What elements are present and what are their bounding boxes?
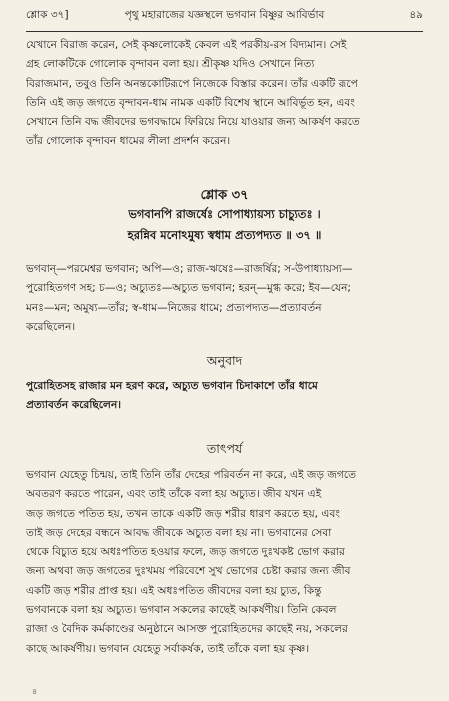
- page-number: ৪৯: [409, 9, 423, 21]
- intro-line: গ্রহ লোকটিকে গোলোক বৃন্দাবন বলা হয়। শ্রীকৃষ্ণ যদিও সেখানে নিত্য: [26, 58, 315, 71]
- intro-line: যেখানে বিরাজ করেন, সেই কৃষ্ণলোকেই কেবল এই পরকীয়-রস বিদ্যমান। সেই: [26, 39, 347, 51]
- synonym-line: ভগবান্—পরমেশ্বর ভগবান; অপি—ও; রাজ-ঋষেঃ—রাজর্ষির; স-উপাধ্যায়স্য—: [26, 263, 353, 275]
- verse-line: হরন্নিব মনোঽমুষ্য স্বধাম প্রত্যপদ্যত ॥ ৩৭ ॥: [127, 228, 322, 242]
- purport-line: জন্য অথবা জড় জগতের দুঃখময় পরিবেশে সুখ ভোগের চেষ্টা করার জন্য জীব: [26, 565, 351, 578]
- intro-line: তাঁর গোলোক বৃন্দাবন ধামের লীলা প্রদর্শন করেন।: [26, 135, 231, 148]
- verse-line: ভগবানপি রাজর্ষেঃ সোপাধ্যায়স্য চাচ্যুতঃ ।: [128, 207, 321, 221]
- translation-line: প্রত্যাবর্তন করেছিলেন।: [26, 399, 122, 412]
- purport-paragraph: [26, 466, 427, 659]
- header-verse-ref: শ্লোক ৩৭]: [26, 9, 69, 21]
- synonym-line: মনঃ—মন; অমুষ্য—তাঁর; স্ব-ধাম—নিজের ধামে; প্রত্যপদ্যত—প্রত্যাবর্তন: [26, 301, 322, 314]
- purport-line: রাজা ও বৈদিক কর্মকাণ্ডের অনুষ্ঠানে আসক্ত পুরোহিতদের কাছেই নয়, সকলের: [26, 623, 348, 636]
- verse-title: শ্লোক ৩৭: [200, 188, 249, 203]
- running-header: [26, 8, 423, 25]
- translation-heading: অনুবাদ: [206, 353, 243, 368]
- intro-line: সেখানে তিনি বদ্ধ জীবদের ভগবদ্ধামে ফিরিয়ে নিয়ে যাওয়ার জন্য আকর্ষণ করতে: [26, 116, 360, 129]
- header-chapter-title: পৃথু মহারাজের যজ্ঞস্থলে ভগবান বিষ্ণুর আবির্ভাব: [124, 9, 325, 21]
- purport-line: জড় জগতে পতিত হয়, তখন তাকে একটি জড় শরীর ধারণ করতে হয়, এবং: [26, 507, 340, 520]
- purport-line: একটি জড় শরীর প্রাপ্ত হয়। এই অধঃপতিত জীবদের বলা হয় চ্যুত, কিন্তু: [26, 584, 322, 597]
- translation-paragraph: [26, 377, 427, 416]
- synonym-line: করেছিলেন।: [26, 320, 76, 333]
- purport-line: কাছে আকর্ষণীয়। ভগবান যেহেতু সর্বাকর্ষক, তাই তাঁকে বলা হয় কৃষ্ণ।: [26, 642, 310, 655]
- intro-paragraph: [26, 36, 427, 152]
- purport-heading: তাৎপর্য: [206, 441, 243, 456]
- translation-line: পুরোহিতসহ রাজার মন হরণ করে, অচ্যুত ভগবান চিদাকাশে তাঁর ধামে: [26, 380, 318, 392]
- footer-mark: ৪: [32, 687, 38, 696]
- synonym-line: পুরোহিতগণ সহ; চ—ও; অচ্যুতঃ—অচ্যুত ভগবান; হরন্—মুগ্ধ করে; ইব—যেন;: [26, 282, 351, 295]
- synonyms-paragraph: [26, 260, 427, 337]
- purport-line: তাই জড় দেহের বন্ধনে আবদ্ধ জীবকে অচ্যুত বলা হয় না। ভগবানের সেবা: [26, 526, 332, 539]
- header-rule: [26, 31, 423, 32]
- purport-line: ভগবানকে বলা হয় অচ্যুত। ভগবান সকলের কাছেই আকর্ষণীয়। তিনি কেবল: [26, 604, 337, 617]
- purport-line: অবতরণ করতে পারেন, এবং তাই তাঁকে বলা হয় অচ্যুত। জীব যখন এই: [26, 488, 322, 501]
- intro-line: বিরাজমান, তবুও তিনি অনন্তকোটিরূপে নিজেকে বিস্তার করেন। তাঁর একটি রূপে: [26, 77, 358, 90]
- purport-line: থেকে বিচ্যুত হয়ে অধঃপতিত হওয়ার ফলে, জড় জগতে দুঃখকষ্ট ভোগ করার: [26, 546, 345, 559]
- intro-line: তিনি এই জড় জগতে বৃন্দাবন-ধাম নামক একটি বিশেষ স্থানে আবির্ভূত হন, এবং: [26, 96, 355, 109]
- purport-line: ভগবান যেহেতু চিন্ময়, তাই তিনি তাঁর দেহের পরিবর্তন না করে, এই জড় জগতে: [26, 469, 357, 481]
